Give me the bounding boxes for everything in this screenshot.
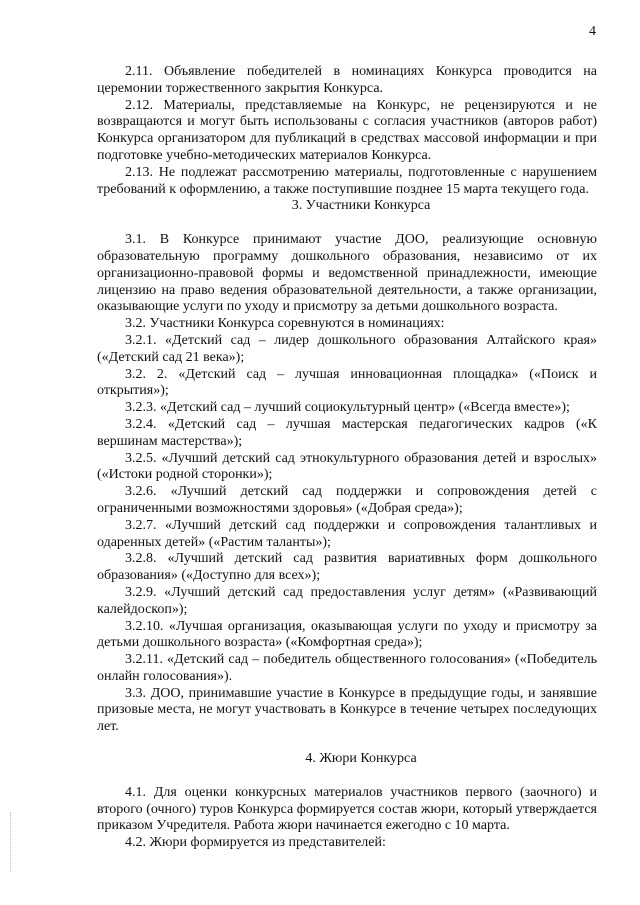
paragraph-2-11: 2.11. Объявление победителей в номинациях Конкурса проводится на церемонии торжественного закрытия Конкурса. [97, 64, 597, 96]
nomination-3-2-2: 3.2. 2. «Детский сад – лучшая инновационная площадка» («Поиск и открытия»); [97, 366, 597, 399]
nomination-3-2-5: 3.2.5. «Лучший детский сад этнокультурного образования детей и взрослых» («Истоки родной сторонки»); [97, 450, 597, 483]
nomination-3-2-10: 3.2.10. «Лучшая организация, оказывающая услуги по уходу и присмотру за детьми дошкольного возраста» («Комфортная среда»); [97, 618, 597, 651]
paragraph-4-2: 4.2. Жюри формируется из представителей: [125, 835, 386, 851]
nomination-3-2-1: 3.2.1. «Детский сад – лидер дошкольного образования Алтайского края» («Детский сад 21 века»); [97, 332, 597, 365]
nomination-3-2-8: 3.2.8. «Лучший детский сад развития вариативных форм дошкольного образования» («Доступно для всех»); [97, 551, 597, 584]
page-number: 4 [589, 24, 596, 39]
document-body [97, 64, 597, 852]
nomination-3-2-9: 3.2.9. «Лучший детский сад предоставления услуг детям» («Развивающий калейдоскоп»); [97, 584, 597, 617]
paragraph-3-2: 3.2. Участники Конкурса соревнуются в номинациях: [125, 316, 445, 332]
paragraph-4-1: 4.1. Для оценки конкурсных материалов участников первого (заочного) и второго (очного) туров Конкурса формируется состав жюри, который утверждается приказом Учредителя. Работа жюри начинается ежегодно с 10 марта. [97, 784, 597, 834]
paragraph-2-12: 2.12. Материалы, представляемые на Конкурс, не рецензируются и не возвращаются и могут быть использованы с согласия участников (авторов работ) Конкурса организатором для публикаций в средствах массовой информации и при подготовке учебно-методических материалов Конкурса. [97, 97, 597, 163]
nomination-3-2-7: 3.2.7. «Лучший детский сад поддержки и сопровождения талантливых и одаренных детей» («Растим таланты»); [97, 517, 597, 550]
paragraph-3-1: 3.1. В Конкурсе принимают участие ДОО, реализующие основную образовательную программу дошкольного образования, независимо от их организационно-правовой формы и ведомственной принадлежности, имеющие лицензию на право ведения образовательной деятельности, а также организации, оказывающие услуги по уходу и присмотру за детьми дошкольного возраста. [97, 232, 597, 315]
nomination-3-2-6: 3.2.6. «Лучший детский сад поддержки и сопровождения детей с ограниченными возможностями здоровья» («Добрая среда»); [97, 484, 597, 516]
nomination-3-2-3: 3.2.3. «Детский сад – лучший социокультурный центр» («Всегда вместе»); [125, 400, 570, 416]
scan-margin-mark [10, 812, 12, 872]
paragraph-2-13: 2.13. Не подлежат рассмотрению материалы, подготовленные с нарушением требований к оформлению, а также поступившие позднее 15 марта текущего года. [97, 164, 597, 197]
paragraph-3-3: 3.3. ДОО, принимавшие участие в Конкурсе в предыдущие годы, и занявшие призовые места, не могут участвовать в Конкурсе в течение четырех последующих лет. [97, 685, 597, 735]
nomination-3-2-4: 3.2.4. «Детский сад – лучшая мастерская педагогических кадров («К вершинам мастерства»); [97, 416, 597, 449]
section-4-heading: 4. Жюри Конкурса [305, 751, 417, 767]
nomination-3-2-11: 3.2.11. «Детский сад – победитель общественного голосования» («Победитель онлайн голосования»). [97, 652, 597, 684]
section-3-heading: 3. Участники Конкурса [291, 198, 431, 214]
